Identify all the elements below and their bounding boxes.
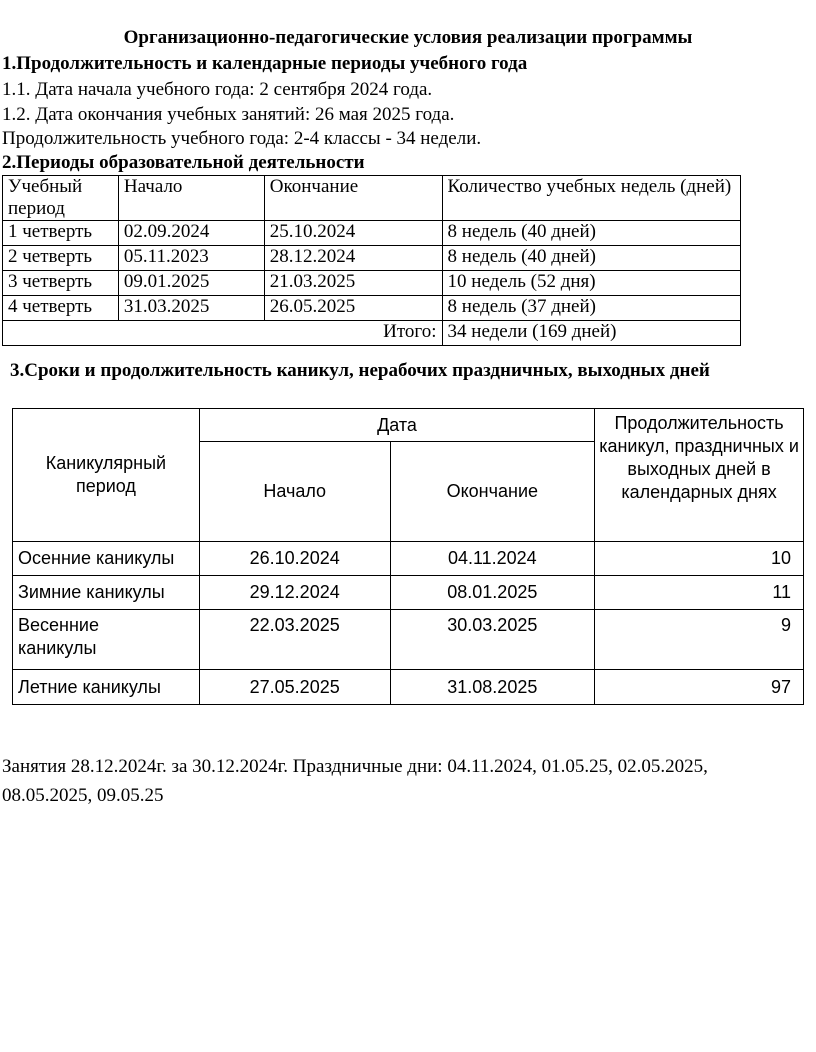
- days-cell: 10: [595, 542, 804, 576]
- table-row: [3, 296, 741, 321]
- table-row: [3, 221, 741, 246]
- footnote: Занятия 28.12.2024г. за 30.12.2024г. Праздничные дни: 04.11.2024, 01.05.25, 02.05.2025, 08.05.2025, 09.05.25: [2, 756, 708, 806]
- start-cell: 09.01.2025: [118, 271, 264, 296]
- section1-heading: 1.Продолжительность и календарные периоды учебного года: [2, 53, 528, 74]
- table-row: [13, 610, 804, 670]
- period-cell: 1 четверть: [3, 221, 119, 246]
- page-title: Организационно-педагогические условия реализации программы: [123, 27, 693, 48]
- end-cell: 04.11.2024: [390, 542, 595, 576]
- weeks-cell: 8 недель (40 дней): [442, 246, 740, 271]
- weeks-cell: 8 недель (40 дней): [442, 221, 740, 246]
- header-end: Окончание: [390, 442, 595, 542]
- end-cell: 25.10.2024: [264, 221, 442, 246]
- table-row: [13, 576, 804, 610]
- days-cell: 11: [595, 576, 804, 610]
- period-cell: 4 четверть: [3, 296, 119, 321]
- days-cell: 9: [595, 610, 804, 670]
- periods-table: [2, 175, 741, 346]
- weeks-cell: 8 недель (37 дней): [442, 296, 740, 321]
- period-cell: Зимние каникулы: [13, 576, 200, 610]
- school-year-start: 1.1. Дата начала учебного года: 2 сентября 2024 года.: [2, 79, 433, 100]
- start-cell: 02.09.2024: [118, 221, 264, 246]
- end-cell: 08.01.2025: [390, 576, 595, 610]
- table-header-row: [13, 409, 804, 442]
- header-cell: Начало: [118, 176, 264, 221]
- period-cell: Весенние каникулы: [13, 610, 200, 670]
- start-cell: 05.11.2023: [118, 246, 264, 271]
- start-cell: 27.05.2025: [199, 670, 390, 705]
- weeks-cell: 10 недель (52 дня): [442, 271, 740, 296]
- start-cell: 31.03.2025: [118, 296, 264, 321]
- section3-heading: 3.Сроки и продолжительность каникул, нерабочих праздничных, выходных дней: [10, 360, 710, 381]
- total-label: Итого:: [3, 321, 443, 346]
- end-cell: 26.05.2025: [264, 296, 442, 321]
- period-cell: 3 четверть: [3, 271, 119, 296]
- header-period: Каникулярный период: [13, 409, 200, 542]
- period-cell: Осенние каникулы: [13, 542, 200, 576]
- total-row: [3, 321, 741, 346]
- header-cell: Учебный период: [3, 176, 119, 221]
- period-cell: 2 четверть: [3, 246, 119, 271]
- header-duration: Продолжительность каникул, праздничных и выходных дней в календарных днях: [595, 409, 804, 542]
- header-cell: Количество учебных недель (дней): [442, 176, 740, 221]
- table-row: [13, 542, 804, 576]
- table-header-row: [3, 176, 741, 221]
- start-cell: 22.03.2025: [199, 610, 390, 670]
- days-cell: 97: [595, 670, 804, 705]
- table-row: [3, 246, 741, 271]
- end-cell: 21.03.2025: [264, 271, 442, 296]
- header-cell: Окончание: [264, 176, 442, 221]
- total-value: 34 недели (169 дней): [442, 321, 740, 346]
- start-cell: 29.12.2024: [199, 576, 390, 610]
- school-year-end: 1.2. Дата окончания учебных занятий: 26 мая 2025 года.: [2, 104, 455, 125]
- start-cell: 26.10.2024: [199, 542, 390, 576]
- end-cell: 28.12.2024: [264, 246, 442, 271]
- holidays-table: [12, 408, 804, 705]
- school-year-duration: Продолжительность учебного года: 2-4 классы - 34 недели.: [2, 128, 482, 149]
- end-cell: 31.08.2025: [390, 670, 595, 705]
- end-cell: 30.03.2025: [390, 610, 595, 670]
- section2-heading: 2.Периоды образовательной деятельности: [2, 152, 365, 173]
- header-date: Дата: [199, 409, 594, 442]
- table-row: [3, 271, 741, 296]
- table-row: [13, 670, 804, 705]
- header-start: Начало: [199, 442, 390, 542]
- period-cell: Летние каникулы: [13, 670, 200, 705]
